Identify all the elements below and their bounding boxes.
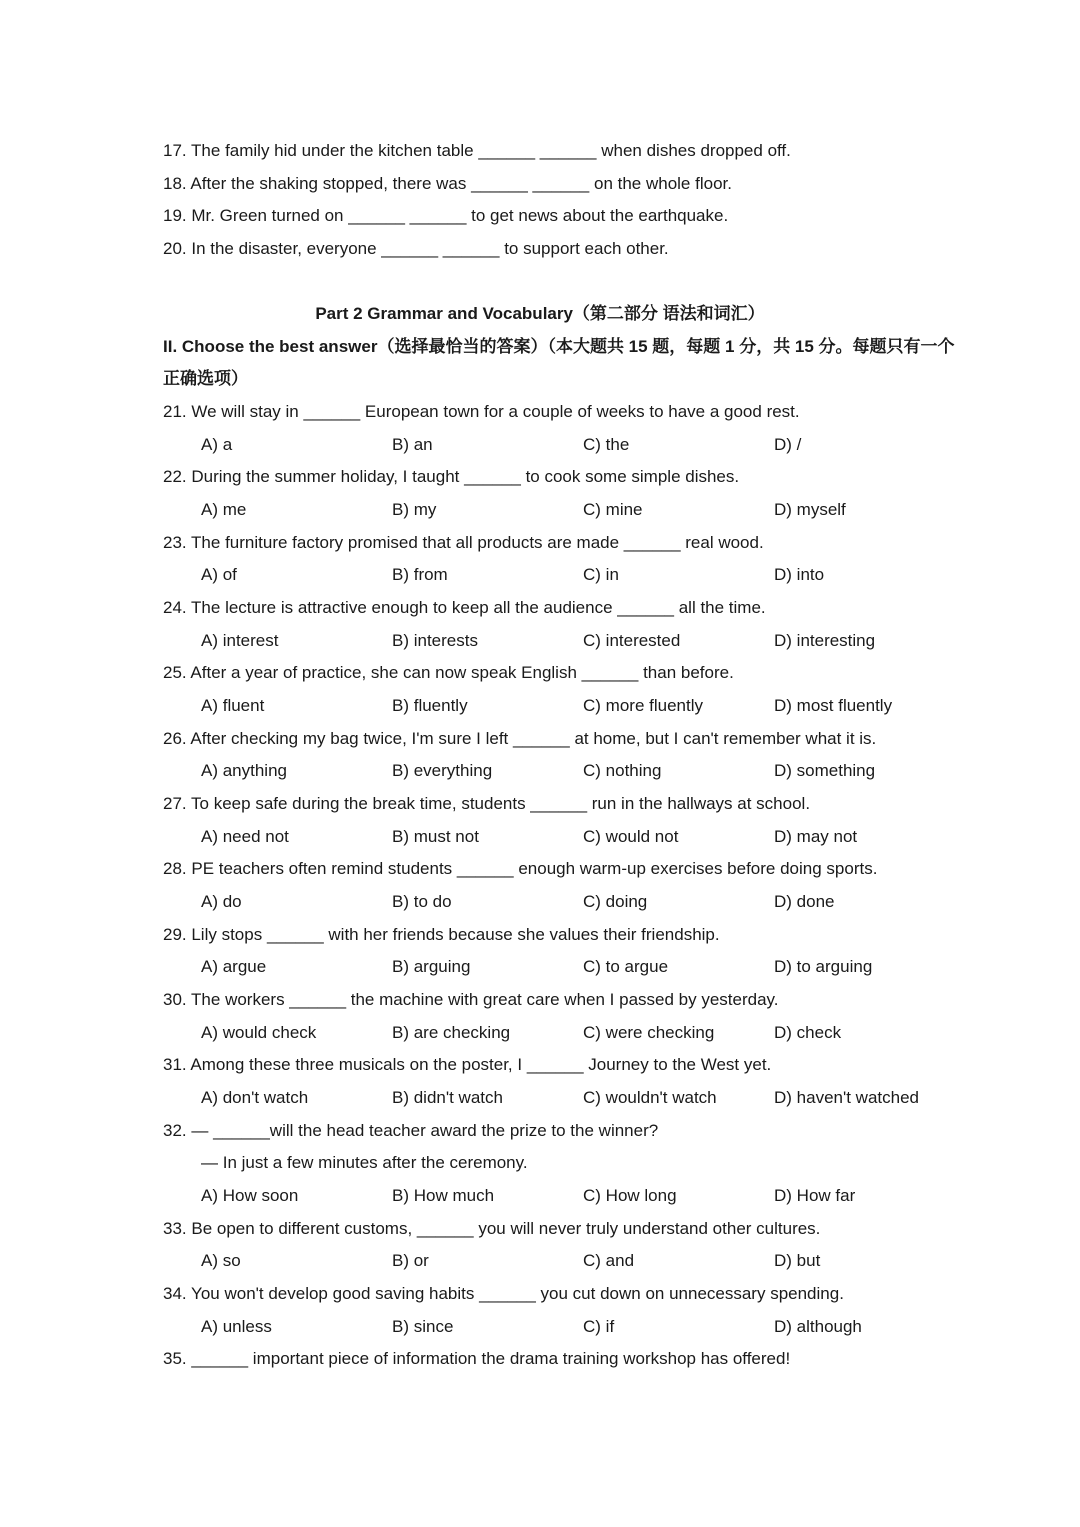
option-a: A) argue (201, 957, 267, 976)
option-a: A) a (201, 435, 233, 454)
question-34-stem: 34. You won't develop good saving habits ______ you cut down on unnecessary spending. (163, 1284, 844, 1303)
option-d: D) may not (774, 827, 858, 846)
option-a: A) interest (201, 631, 279, 650)
question-18: 18. After the shaking stopped, there was ______ ______ on the whole floor. (163, 174, 732, 193)
option-b: B) everything (392, 761, 493, 780)
option-c: C) more fluently (583, 696, 703, 715)
option-a: A) me (201, 500, 247, 519)
option-b: B) How much (392, 1186, 495, 1205)
option-b: B) to do (392, 892, 452, 911)
question-17: 17. The family hid under the kitchen table ______ ______ when dishes dropped off. (163, 141, 791, 160)
option-b: B) fluently (392, 696, 468, 715)
option-c: C) would not (583, 827, 679, 846)
question-29-stem: 29. Lily stops ______ with her friends because she values their friendship. (163, 925, 720, 944)
option-d: D) although (774, 1317, 862, 1336)
part2-title: Part 2 Grammar and Vocabulary（第二部分 语法和词汇） (315, 304, 765, 323)
option-c: C) doing (583, 892, 648, 911)
question-26-stem: 26. After checking my bag twice, I'm sure I left ______ at home, but I can't remember what it is. (163, 729, 877, 748)
option-c: C) the (583, 435, 630, 454)
option-c: C) wouldn't watch (583, 1088, 717, 1107)
option-b: B) interests (392, 631, 478, 650)
option-c: C) to argue (583, 957, 669, 976)
option-c: C) if (583, 1317, 615, 1336)
option-a: A) so (201, 1251, 241, 1270)
option-a: A) need not (201, 827, 289, 846)
option-d: D) something (774, 761, 876, 780)
option-b: B) are checking (392, 1023, 511, 1042)
option-c: C) mine (583, 500, 643, 519)
question-24-stem: 24. The lecture is attractive enough to keep all the audience ______ all the time. (163, 598, 766, 617)
option-d: D) check (774, 1023, 842, 1042)
question-22-stem: 22. During the summer holiday, I taught ______ to cook some simple dishes. (163, 467, 740, 486)
question-21-stem: 21. We will stay in ______ European town for a couple of weeks to have a good rest. (163, 402, 800, 421)
option-d: D) most fluently (774, 696, 893, 715)
question-25-stem: 25. After a year of practice, she can now speak English ______ than before. (163, 663, 734, 682)
question-28-stem: 28. PE teachers often remind students ______ enough warm-up exercises before doing sports. (163, 859, 878, 878)
question-31-stem: 31. Among these three musicals on the poster, I ______ Journey to the West yet. (163, 1055, 772, 1074)
option-b: B) my (392, 500, 437, 519)
option-b: B) an (392, 435, 433, 454)
option-b: B) since (392, 1317, 454, 1336)
option-a: A) fluent (201, 696, 265, 715)
question-19: 19. Mr. Green turned on ______ ______ to get news about the earthquake. (163, 206, 729, 225)
option-d: D) / (774, 435, 802, 454)
option-c: C) were checking (583, 1023, 715, 1042)
option-c: C) in (583, 565, 619, 584)
question-33-stem: 33. Be open to different customs, ______ you will never truly understand other cultures. (163, 1219, 821, 1238)
question-32-stem: 32. — ______will the head teacher award the prize to the winner? (163, 1121, 659, 1140)
question-32-reply: — In just a few minutes after the ceremony. (201, 1153, 528, 1172)
option-d: D) How far (774, 1186, 856, 1205)
option-a: A) would check (201, 1023, 317, 1042)
option-b: B) arguing (392, 957, 471, 976)
option-d: D) interesting (774, 631, 876, 650)
option-d: D) haven't watched (774, 1088, 919, 1107)
option-b: B) from (392, 565, 448, 584)
option-b: B) didn't watch (392, 1088, 503, 1107)
option-b: B) or (392, 1251, 429, 1270)
question-20: 20. In the disaster, everyone ______ ______ to support each other. (163, 239, 669, 258)
section-heading: II. Choose the best answer（选择最恰当的答案）（本大题共 15 题，每题 1 分，共 15 分。每题只有一个正确选项） (163, 337, 955, 388)
option-a: A) don't watch (201, 1088, 309, 1107)
option-a: A) do (201, 892, 242, 911)
question-27-stem: 27. To keep safe during the break time, students ______ run in the hallways at school. (163, 794, 811, 813)
option-d: D) but (774, 1251, 821, 1270)
question-30-stem: 30. The workers ______ the machine with great care when I passed by yesterday. (163, 990, 779, 1009)
option-d: D) myself (774, 500, 846, 519)
question-35-stem: 35. ______ important piece of information the drama training workshop has offered! (163, 1349, 791, 1368)
option-a: A) unless (201, 1317, 272, 1336)
option-d: D) done (774, 892, 835, 911)
option-c: C) How long (583, 1186, 677, 1205)
option-a: A) of (201, 565, 237, 584)
option-c: C) interested (583, 631, 681, 650)
option-d: D) to arguing (774, 957, 873, 976)
option-a: A) anything (201, 761, 287, 780)
option-c: C) and (583, 1251, 635, 1270)
option-d: D) into (774, 565, 825, 584)
option-c: C) nothing (583, 761, 662, 780)
option-b: B) must not (392, 827, 479, 846)
question-23-stem: 23. The furniture factory promised that all products are made ______ real wood. (163, 533, 764, 552)
option-a: A) How soon (201, 1186, 299, 1205)
